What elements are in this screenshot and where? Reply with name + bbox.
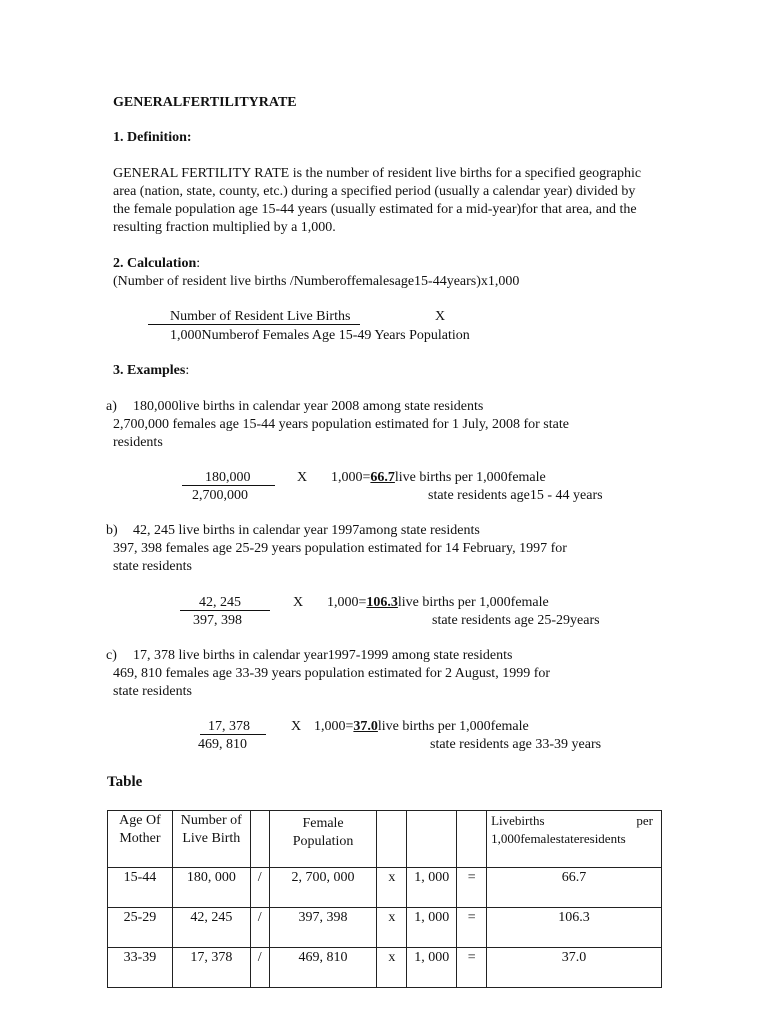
cell-age: 25-29 (108, 908, 173, 948)
cell-div: / (250, 908, 269, 948)
cell-rate: 106.3 (487, 908, 662, 948)
cell-equals: = (457, 868, 487, 908)
example-a-numerator: 180,000 (205, 470, 251, 485)
calc-numerator: Number of Resident Live Births (170, 309, 351, 324)
example-a-denominator: 2,700,000 (192, 488, 248, 503)
example-a-fraction-bar (182, 485, 275, 486)
example-a-times: X (297, 470, 308, 485)
cell-age: 33-39 (108, 948, 173, 988)
example-a-marker: a) (106, 399, 117, 414)
example-b-rate-text2: state residents age 25-29years (432, 613, 600, 628)
cell-female: 469, 810 (269, 948, 377, 988)
header-age: Age Of Mother (108, 811, 173, 868)
cell-times: x (377, 908, 407, 948)
definition-text: GENERAL FERTILITY RATE is the number of resident live births for a specified geographic area (nation, state, county, etc.) during a specified period (usually a calendar year) divided by the female population age 15-44 years (usually estimated for a mid-year)for that area, and the resulting fraction multiplied by a 1,000. (113, 166, 642, 235)
cell-births: 17, 378 (172, 948, 250, 988)
cell-births: 180, 000 (172, 868, 250, 908)
calc-times: X (435, 309, 446, 324)
cell-age: 15-44 (108, 868, 173, 908)
cell-multiplier: 1, 000 (407, 868, 457, 908)
calc-denominator: 1,000Numberof Females Age 15-49 Years Population (170, 328, 470, 343)
examples-heading: 3. Examples: (113, 363, 190, 378)
example-b-result: 106.3 (366, 595, 398, 610)
example-c-line2: 469, 810 females age 33-39 years population estimated for 2 August, 1999 for (113, 666, 551, 681)
example-c-marker: c) (106, 648, 117, 663)
table-header-row (108, 811, 662, 868)
example-c-equation: 1,000=37.0live births per 1,000female (314, 719, 529, 734)
table-row (108, 908, 662, 948)
example-a-line1: 180,000live births in calendar year 2008 among state residents (133, 399, 484, 414)
definition-heading: 1. Definition: (113, 130, 192, 145)
table-row (108, 948, 662, 988)
header-result: Livebirths per 1,000femalestateresidents (487, 811, 662, 868)
cell-div: / (250, 868, 269, 908)
table-row (108, 868, 662, 908)
example-b-equation: 1,000=106.3live births per 1,000female (327, 595, 549, 610)
page-title: GENERALFERTILITYRATE (113, 95, 297, 110)
example-b-fraction-bar (180, 610, 270, 611)
example-c-line3: state residents (113, 684, 192, 699)
cell-multiplier: 1, 000 (407, 908, 457, 948)
cell-female: 2, 700, 000 (269, 868, 377, 908)
cell-rate: 37.0 (487, 948, 662, 988)
example-b-numerator: 42, 245 (199, 595, 241, 610)
example-b-line1: 42, 245 live births in calendar year 1997among state residents (133, 523, 480, 538)
example-b-denominator: 397, 398 (193, 613, 242, 628)
example-a-line3: residents (113, 435, 163, 450)
example-c-denominator: 469, 810 (198, 737, 247, 752)
example-b-times: X (293, 595, 304, 610)
example-c-times: X (291, 719, 302, 734)
example-b-line3: state residents (113, 559, 192, 574)
cell-rate: 66.7 (487, 868, 662, 908)
calculation-heading: 2. Calculation: (113, 256, 201, 271)
cell-times: x (377, 868, 407, 908)
fertility-table (107, 810, 662, 988)
example-a-result: 66.7 (370, 470, 395, 485)
example-c-rate-text2: state residents age 33-39 years (430, 737, 602, 752)
example-a-rate-text2: state residents age15 - 44 years (428, 488, 603, 503)
example-c-numerator: 17, 378 (208, 719, 250, 734)
cell-times: x (377, 948, 407, 988)
cell-female: 397, 398 (269, 908, 377, 948)
cell-div: / (250, 948, 269, 988)
example-c-result: 37.0 (353, 719, 378, 734)
cell-births: 42, 245 (172, 908, 250, 948)
example-b-marker: b) (106, 523, 118, 538)
calc-fraction-bar (148, 324, 360, 325)
example-c-line1: 17, 378 live births in calendar year1997-1999 among state residents (133, 648, 513, 663)
header-female: Female Population (269, 811, 377, 868)
example-a-equation: 1,000=66.7live births per 1,000female (331, 470, 546, 485)
example-c-fraction-bar (200, 734, 266, 735)
cell-equals: = (457, 908, 487, 948)
table-heading: Table (107, 774, 143, 790)
cell-equals: = (457, 948, 487, 988)
header-births: Number of Live Birth (172, 811, 250, 868)
example-a-line2: 2,700,000 females age 15-44 years population estimated for 1 July, 2008 for state (113, 417, 569, 432)
example-b-line2: 397, 398 females age 25-29 years population estimated for 14 February, 1997 for (113, 541, 567, 556)
calculation-formula: (Number of resident live births /Numberoffemalesage15-44years)x1,000 (113, 274, 520, 289)
cell-multiplier: 1, 000 (407, 948, 457, 988)
